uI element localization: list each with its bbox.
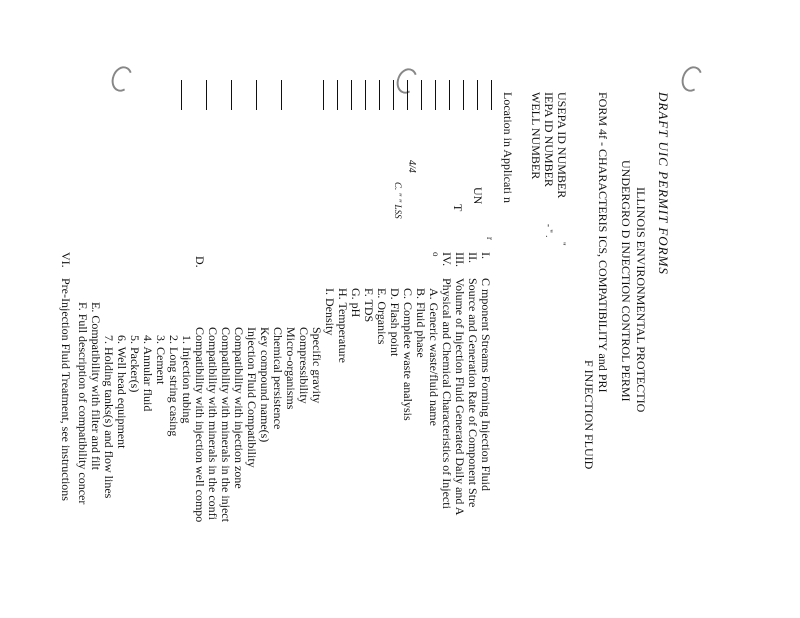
subitem-compressibility: Compressibility [297,327,311,404]
subitem-g: G. pH [349,288,363,318]
subitem-e: E. Organics [375,288,389,345]
subitem-f: F. TDS [362,288,376,323]
subitem-a: A. Generic waste/fluid name [427,288,441,426]
subitem-key-compound: Key compound name(s) [258,327,272,443]
check-rule-2 [477,80,478,110]
margin-mark-r: r [485,237,495,240]
iepa-id-value: - " . [544,224,554,238]
subitem-compat-minerals-confi: Compatibility with minerals in the confi [206,327,220,520]
usepa-id-label: USEPA ID NUMBER [555,92,569,199]
binder-hole-right [678,63,706,94]
form-title: FORM 4f - CHARACTERIS ICS, COMPATIBILITY and PRI [596,92,610,393]
check-rule-6 [421,80,422,110]
check-rule-4 [449,80,450,110]
section-iii-num: III. [453,252,467,267]
check-rule-17 [206,80,207,110]
subitem-i: I. Density [323,288,337,336]
subitem-compat-injection-zone: Compatibility with injection zone [232,327,246,489]
check-rule-3 [463,80,464,110]
section-ii-text: Source and Generation Rate of Component Stre [466,278,480,508]
location-in-application-label: Location in Applicati n [501,92,515,203]
section-vi-num: VI. [59,252,73,268]
section-i-text: C mponent Streams Forming Injection Fluid [479,278,493,491]
form-title-line-2: F INJECTION FLUID [582,360,596,470]
section-i-num: I. [479,252,493,259]
check-rule-9 [379,80,380,110]
well-component-4: 4. Annular fluid [141,335,155,412]
subitem-compat-well-components: Compatibility with injection well compo [193,327,207,523]
document-title: DRAFT UIC PERMIT FORMS [656,92,671,275]
well-component-2: 2. Long string casing [167,335,181,437]
well-component-7: 7. Holding tanks(s) and flow lines [102,335,116,499]
usepa-id-value: " [557,242,567,246]
well-number-label: WELL NUMBER [529,92,543,180]
check-rule-18 [181,80,182,110]
section-iv-text: Physical and Chemical Characteristics of Injecti [440,278,454,509]
item-f-full-description: F. Full description of compatibility concer [76,302,90,505]
subitem-injection-fluid-compat: Injection Fluid Compatibility [245,327,259,468]
check-rule-11 [351,80,352,110]
check-rule-5 [435,80,436,110]
check-rule-7 [407,80,408,110]
section-iv-num: IV. [440,252,454,267]
section-iii-text: Volume of Injection Fluid Generated Daily and A [453,278,467,516]
item-e-filter: E. Compatibility with filter and filt [89,302,103,470]
handwritten-note: C. " " LSS [393,182,403,219]
margin-mark-o: o [431,252,441,257]
subitem-micro-organisms: Micro-organisms [284,327,298,410]
check-rule-15 [256,80,257,110]
check-rule-14 [281,80,282,110]
check-rule-16 [231,80,232,110]
subitem-d: D. Flash point [388,288,402,357]
margin-mark-t: T [451,204,465,212]
section-ii-num: II. [466,252,480,263]
handwritten-mark: 4/4 [406,160,417,173]
check-rule-12 [337,80,338,110]
check-rule-1 [491,80,492,110]
subitem-chemical-persistence: Chemical persistence [271,327,285,430]
rotated-permit-form [59,52,672,612]
section-vi-text: Pre-Injection Fluid Treatment, see instructions [59,278,73,501]
subitem-specific-gravity: Specific gravity [310,327,324,404]
agency-line-1: ILLINOIS ENVIRONMENTAL PROTECTIO [634,187,648,413]
iepa-id-label: IEPA ID NUMBER [542,92,556,187]
section-d-label: D. [193,256,207,268]
subitem-h: H. Temperature [336,288,350,363]
subitem-compat-minerals-inject: Compatibility with minerals in the inject [219,327,233,522]
subitem-c: C. Complete waste analysis [401,288,415,421]
margin-mark-un: UN [471,187,485,205]
well-component-3: 3. Cement [154,335,168,385]
check-rule-8 [393,80,394,110]
check-rule-10 [365,80,366,110]
subitem-b: B. Fluid phase [414,288,428,358]
check-rule-13 [323,80,324,110]
agency-line-2: UNDERGRO D INJECTION CONTROL PERMI [619,160,633,402]
well-component-5: 5. Packer(s) [128,335,142,393]
well-component-1: 1. Injection tubing [180,335,194,424]
well-component-6: 6. Well head equipment [115,335,129,449]
